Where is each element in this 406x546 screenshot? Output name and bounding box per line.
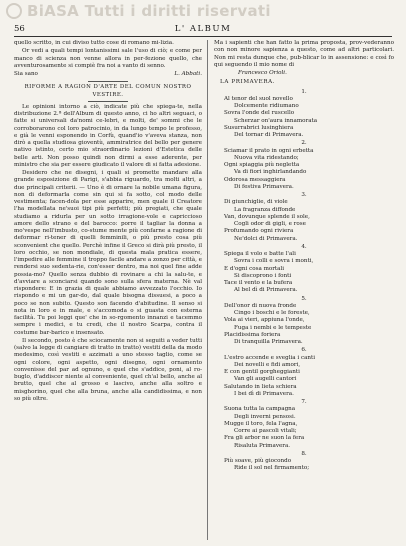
stanza-number: 2. bbox=[301, 140, 307, 147]
column-divider bbox=[207, 40, 208, 540]
verse-line: Ne'dolci di Primavera. bbox=[234, 235, 298, 242]
verse-line: Si discoprono i fonti bbox=[234, 272, 292, 279]
verse-line: Salutando in lieta schiera bbox=[224, 383, 297, 390]
verse-line: Van, dovunque splende il sole, bbox=[224, 213, 310, 220]
letter-signature bbox=[14, 71, 202, 78]
verse-line: Tace il vento e la bufera bbox=[224, 280, 293, 286]
body-paragraph: Il secondo, posto è che sciocamente non si seguiti a veder tutti (salvo la legge di cangiare di tratto in tratto) vestiti della da modo medesimo, così vestiti e azzimati a uno stesso taglio, come se ogni colore, ogni aspetto, ogni disegno, ogni ornamento convenisse del par ad ognuno, e quel che s'addice, poni, al ro-buglo, d'addiscer niente al conveniente, quel ch'al bello, anche al brutto, quel che al grosso e lascivo, anche alla soltro e misghorino, quel che alla bruna, anche alla candidissima, e non so più oltre. bbox=[14, 337, 202, 402]
verse-line: Profumando ogni riviera bbox=[224, 228, 294, 235]
stanza-number: 1. bbox=[301, 88, 307, 95]
watermark bbox=[0, 0, 406, 22]
verse-line: Al bel dì di Primavera. bbox=[234, 287, 298, 294]
verse-line: Più soave, più giocondo bbox=[224, 458, 292, 464]
stanza-number: 6. bbox=[301, 347, 307, 354]
verse-line: Al tenor del suol novello bbox=[224, 95, 293, 102]
verse-line: Sovra i colli e sovra i monti, bbox=[234, 258, 314, 265]
intro-paragraph: Or vedi a quali tempi lontanissimi sale l'uso di ciò; e come per manco di scienza non venne allora in per-fezione quello, che avventurosamente si compiè fra noi a vanto di senno. bbox=[14, 48, 202, 69]
verse-line: Vola ai vieri, appiuna l'onde, bbox=[224, 317, 305, 324]
verse-line: Risaluta Primavera. bbox=[234, 442, 291, 449]
verse-line: Degli inverni pensosi. bbox=[234, 413, 296, 420]
page-number: 56 bbox=[14, 24, 25, 34]
verse-line: Ogni spiaggia più negletta bbox=[224, 162, 300, 168]
intro-paragraph: quello scritto, in cui diviso tutto cose di romano mi-lizia. bbox=[14, 40, 174, 46]
header-rule bbox=[14, 36, 392, 37]
verse-line: Spiega il volo e batte l'ali bbox=[224, 251, 296, 257]
verse-line: Fuga i nembi e le tempeste bbox=[234, 324, 312, 331]
watermark-text: BiASA Tutti i diritti riservati bbox=[27, 2, 271, 20]
section-divider bbox=[88, 81, 128, 82]
verse-line: L'estro accende e sveglia i canti bbox=[224, 354, 316, 361]
verse-line: Sovra l'onde del ruscello bbox=[224, 110, 295, 117]
verse-line: Cingo i boschi e le foreste, bbox=[234, 310, 310, 316]
verse-line: Sciamar il prato in ogni erbetta bbox=[224, 147, 314, 154]
verse-line: Cogli odor di gigli, e rose bbox=[234, 221, 306, 227]
verse-line: Corre ai pascoli vitali; bbox=[234, 428, 297, 434]
left-column bbox=[14, 40, 202, 540]
verse-line: I bei dì di Primavera. bbox=[234, 390, 294, 397]
signature-author: L. Abbati. bbox=[174, 71, 202, 77]
section-title: RIFORME A RAGION D'ARTE DEL COMUN NOSTRO VESTIRE. bbox=[24, 84, 192, 98]
verse-line: Del tornar di Primavera. bbox=[234, 132, 304, 138]
verse-line: Nuova vita ridestando; bbox=[234, 154, 299, 161]
verse-line: Di giunchiglie, di viole bbox=[224, 199, 288, 206]
verse-line: Scherzar on'aura innamorata bbox=[234, 117, 318, 124]
article-author: Francesco Orioli. bbox=[238, 70, 287, 76]
verse-line: Ride il sol nel firmamento; bbox=[234, 465, 310, 472]
verse-line: La fragranza diffonde bbox=[234, 206, 296, 213]
verse-line: Placidissima foriera bbox=[224, 331, 281, 338]
page-header bbox=[14, 22, 392, 36]
stanza-number: 4. bbox=[301, 243, 307, 250]
stanza-number: 8. bbox=[301, 450, 307, 457]
verse-line: Susurrabrici lusinghiera bbox=[224, 124, 294, 131]
verse-line: Dell'onor di nuova fronde bbox=[224, 302, 297, 309]
verse-line: Fra gli arbor ne suon la fera bbox=[224, 435, 305, 442]
verse-line: Va di fiori inghirlandando bbox=[234, 169, 307, 176]
body-paragraph: Desidero che ne disegni, i quali si promette mandare alla grande esposizione di Parigi, s'abbia riguardo, tra molti altri, a due principali criterii. — Uno è di ornare la nobile umana figura, non di deformarla come sin qui si fa sotto, col modo delle vestimenta; facen-dola per esse apparire, men quale il Creatore l'ha modellata ne'suoi tipi più perfetti; più pregiati, che quale studiamo a ridurla per un sotto irragione-vole e capriccioso amore dello strano e del barocco: porre il tagliar la donna a mo'vespe nell'imbusto, co-stume mente più confarne a ragione di deformar ri-tener di quelli femminili, o più presto cosa più sconvenient che quello. Perchè infine il Greco si dirà più presto, il loro occhio, se non mondiale, di questa mala pratica essere, l'impedire alle femmine il troppo facile andare a zonzo per città, e rendersi suo sedenta-rie, con'esser dentro, ma noi quel fine adde possia-mo? Quello senza dubbio di rovinare a chi la salu-te, e d'avviare a sconciarsi quando sono sulla sfera materna. Nè val rispondere: E in grazia di quale abbiamo avvezzato l'occhio. Io rispondo e mi un gar-do, dal quale bisogna dissuesi, a poco a poco se non subito. Questo son facendo d'abitudine. Il senso si nota in loro e in male, e s'accomoda o si guasta con esterna facilità. Tu poi leggi que' che in so-rgomento innanzi e tacemmo sempre i medici, e tu credi, che il nostro Scarpa, contra il costume bar-barico e insensato. bbox=[14, 170, 202, 336]
stanza-number: 3. bbox=[301, 192, 307, 198]
verse-line: E d'ogni cosa mortali bbox=[224, 265, 285, 272]
right-column bbox=[214, 40, 394, 540]
verse-line: Dei novelli e fidi amori, bbox=[234, 361, 301, 368]
verse-line: Van gli augelli cantori bbox=[234, 376, 297, 383]
verse-line: Di festiva Primavera. bbox=[234, 183, 294, 190]
verse-line: E con gentil gorgheggianti bbox=[224, 369, 300, 375]
body-paragraph: Le opinioni intorno a ciò, indicate più che spiega-te, nella distribuzione 2.ª dell'Album di questo anno, ci ho altri seguaci, o fatte si universali da'nomi ce-lebri, e molti, de' sommi che le corroborarono col loro patrocinio, in da lungo tempo le professo, e già le venni esponendo in Corfù, quand'io v'aveva stanza, non dirò a quella studiosa gioventù, ammiratrice del bello per genere nativo istinto, certo mio straordinario lezioni d'Estetica delle belle arti. Non posso quindi non dirmi a esse aderente, per ministro che sia per essere giudicato il valore di si fatta adesione. bbox=[14, 103, 202, 168]
running-title: L' ALBUM bbox=[174, 24, 232, 34]
stanza-number: 5. bbox=[301, 295, 307, 302]
watermark-logo-icon bbox=[6, 3, 22, 19]
verse-line: Odorosa messaggiera bbox=[224, 176, 286, 183]
verse-line: Mugge il toro, fela l'agna, bbox=[224, 420, 298, 427]
intro-paragraph: Ma i sapienti che han fatto la prima proposta, prov-vederanno con non minore sapienza a questo, come ad altri particolari. Non mi resta dunque che, pub-blicar lo in assensione: e così fo qui seguendo il mio nome di bbox=[214, 40, 394, 68]
poem-stanzas bbox=[214, 89, 394, 473]
stanza-number: 7. bbox=[301, 399, 307, 405]
signature-place: Sia sano bbox=[14, 71, 38, 77]
verse-line: Suona tutta la campagna bbox=[224, 406, 296, 413]
section-divider bbox=[88, 101, 128, 102]
verse-line: Di tranquilla Primavera. bbox=[234, 339, 303, 345]
verse-line: Dolcemente ridiumano bbox=[234, 103, 299, 109]
poem-title: LA PRIMAVERA. bbox=[220, 79, 276, 86]
